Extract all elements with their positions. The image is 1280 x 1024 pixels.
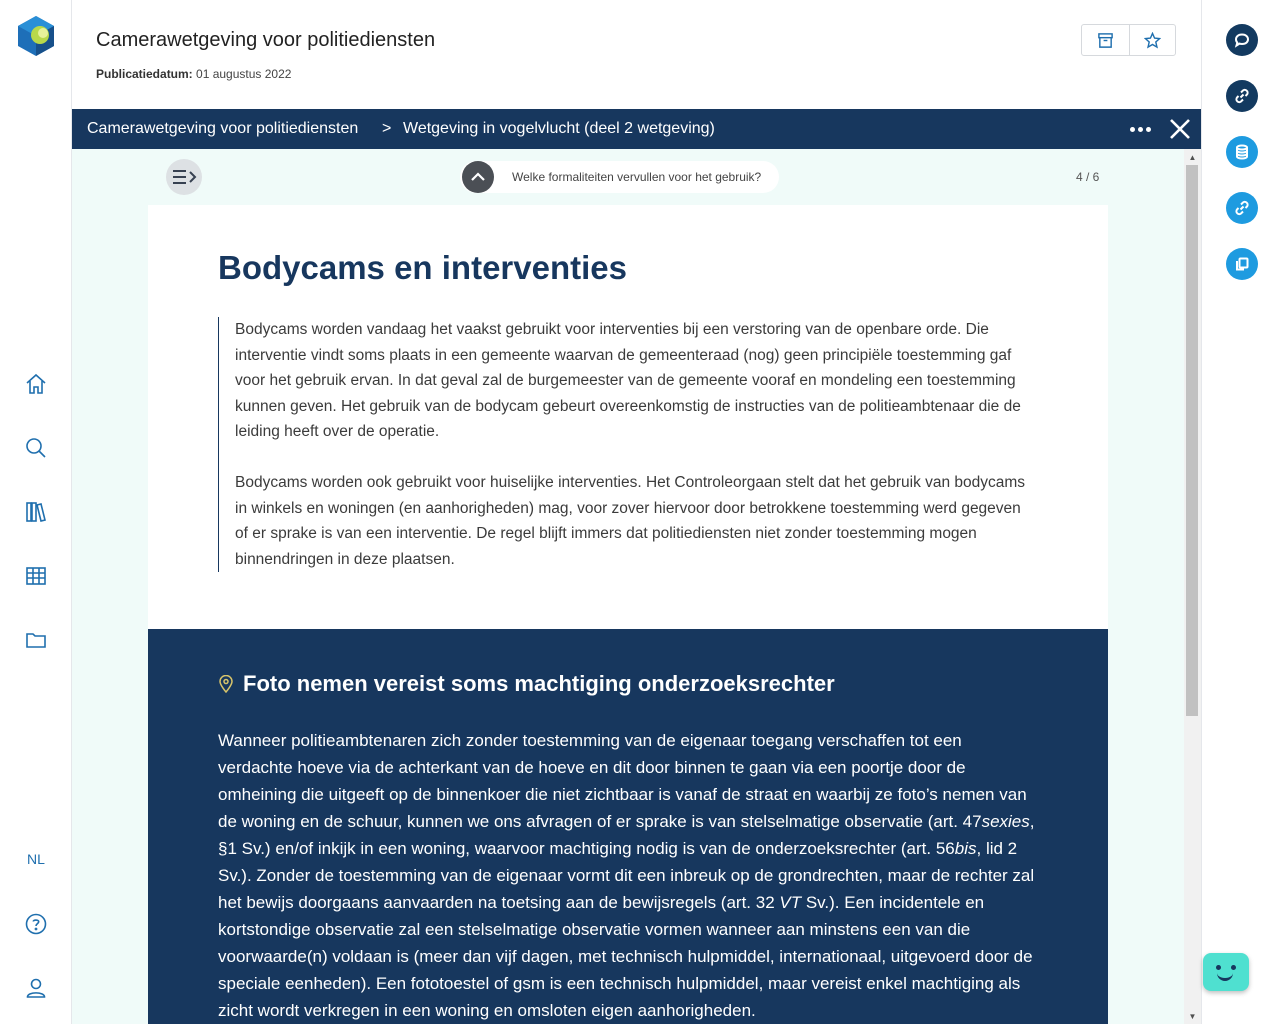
map-pin-icon xyxy=(218,675,234,693)
section-card xyxy=(148,205,1108,630)
section-title: Bodycams en interventies xyxy=(218,249,627,286)
close-icon xyxy=(1168,117,1192,141)
app-logo[interactable] xyxy=(15,15,57,57)
search-icon[interactable] xyxy=(22,434,50,462)
archive-button[interactable] xyxy=(1082,25,1129,55)
close-button[interactable] xyxy=(1168,117,1192,141)
more-dot-icon xyxy=(1130,127,1135,132)
paragraph: Bodycams worden vandaag het vaakst gebruikt voor interventies bij een verstoring van de openbare orde. Die interventie vindt soms plaats in een gemeente waarvan de gemeenteraad (nog) geen principiële toestemming gaf voor het gebruik ervan. In dat geval zal de burgemeester van de gemeente vooraf en mondeling een toestemming kunnen geven. Het gebruik van de bodycam gebeurt overeenkomstig de instructies van de politieambtenaar die de leiding heeft over de operatie. xyxy=(235,321,1021,441)
highlight-title xyxy=(218,671,835,697)
archive-icon xyxy=(1097,32,1114,49)
related-links-button[interactable] xyxy=(1226,192,1258,224)
paragraph: Bodycams worden ook gebruikt voor huiselijke interventies. Het Controleorgaan stelt dat het gebruik van bodycams in winkels en woningen (en aanhorigheden) mag, voor zover hiervoor door betrokkene toestemming werd gegeven of er sprake is van een interventie. De regel blijft immers dat politiediensten niet zonder toestemming mogen binnendringen in deze plaatsen. xyxy=(235,473,1026,568)
user-icon[interactable] xyxy=(22,974,50,1002)
document-title: Camerawetgeving voor politiediensten xyxy=(96,29,436,51)
publication-date xyxy=(96,67,291,81)
copy-icon xyxy=(1234,256,1250,272)
document-header xyxy=(72,0,1201,109)
text-run-italic: sexies xyxy=(981,812,1030,831)
copy-button[interactable] xyxy=(1226,248,1258,280)
more-options-button[interactable] xyxy=(1128,117,1152,141)
document-actions xyxy=(1081,24,1176,56)
database-button[interactable] xyxy=(1226,136,1258,168)
chevron-up-icon xyxy=(462,161,494,193)
right-toolbar xyxy=(1201,0,1280,1024)
scroll-down-arrow-icon[interactable]: ▼ xyxy=(1188,1011,1197,1021)
chevron-right-icon: > xyxy=(382,120,392,137)
star-icon xyxy=(1144,32,1161,49)
breadcrumb-current[interactable]: Wetgeving in vogelvlucht (deel 2 wetgeving) xyxy=(403,120,715,137)
help-icon[interactable] xyxy=(22,910,50,938)
chatbot-smile-icon xyxy=(1217,973,1233,981)
section-quote xyxy=(218,317,1038,572)
page-indicator: 4 / 6 xyxy=(1076,170,1100,184)
previous-section-button[interactable] xyxy=(460,161,779,193)
home-icon[interactable] xyxy=(22,370,50,398)
text-run: , §1 Sv.) en/of inkijk in een woning, waarvoor machtiging nodig is van de onderzoeksrechter (art. 56 xyxy=(218,812,1035,858)
link-icon xyxy=(1234,88,1250,104)
link-button[interactable] xyxy=(1226,80,1258,112)
breadcrumb-root[interactable]: Camerawetgeving voor politiediensten xyxy=(87,120,359,137)
favorite-button[interactable] xyxy=(1129,25,1176,55)
highlight-title-text: Foto nemen vereist soms machtiging onderzoeksrechter xyxy=(243,671,835,696)
scrollbar-thumb[interactable] xyxy=(1186,165,1198,716)
chatbot-button[interactable] xyxy=(1203,953,1249,991)
more-dot-icon xyxy=(1138,127,1143,132)
database-icon xyxy=(1234,144,1250,160)
chatbot-eye-icon xyxy=(1216,965,1221,970)
more-dot-icon xyxy=(1146,127,1151,132)
language-switch[interactable]: NL xyxy=(27,851,45,867)
previous-section-label: Welke formaliteiten vervullen voor het gebruik? xyxy=(512,170,762,184)
highlight-block xyxy=(148,629,1108,1024)
table-of-contents-button[interactable] xyxy=(166,159,202,195)
chatbot-eye-icon xyxy=(1231,965,1236,970)
reader-pane[interactable] xyxy=(72,149,1184,1024)
comment-icon xyxy=(1234,32,1250,48)
text-run-italic: bis xyxy=(954,839,977,858)
library-icon[interactable] xyxy=(22,498,50,526)
text-run: Sv.). Een incidentele en kortstondige observatie zal een stelselmatige observatie vormen wanneer aan minstens een van die voorwaarde(n) voldaan is (meer dan vijf dagen, met technisch hulpmiddel, internationaal, uitgevoerd door de speciale eenheden). Een fototoestel of gsm is een technisch hulpmiddel, maar vereist enkel machtiging als zicht wordt verkregen in een woning en omsloten eigen aanhorigheden. xyxy=(218,893,1033,1020)
comment-button[interactable] xyxy=(1226,24,1258,56)
publication-date-label: Publicatiedatum: xyxy=(96,67,193,81)
breadcrumb xyxy=(72,109,1201,149)
left-navigation xyxy=(0,0,72,1024)
text-run-italic: VT xyxy=(779,893,802,912)
table-icon[interactable] xyxy=(22,562,50,590)
toc-icon xyxy=(171,167,197,187)
text-run: , lid 2 Sv.). Zonder de toestemming van de eigenaar vormt dit een inbreuk op de grondrechten, maar de rechter zal het bewijs doorgaans aanvaarden na toetsing aan de bewijsregels (art. 32 xyxy=(218,839,1035,912)
folder-icon[interactable] xyxy=(22,626,50,654)
scroll-up-arrow-icon[interactable]: ▲ xyxy=(1188,152,1197,162)
link-icon xyxy=(1234,200,1250,216)
publication-date-value: 01 augustus 2022 xyxy=(196,67,292,81)
highlight-text xyxy=(218,727,1040,1024)
text-run: Wanneer politieambtenaren zich zonder toestemming van de eigenaar toegang verschaffen tot een verdachte hoeve via de achterkant van de hoeve en dit door binnen te gaan via een poortje door de omheining die uitgeeft op de binnenkoer die niet zichtbaar is vanaf de straat en waarbij ze foto’s nemen van de woning en de schuur, kunnen we ons afvragen of er sprake is van stelselmatige observatie (art. 47 xyxy=(218,731,1027,831)
